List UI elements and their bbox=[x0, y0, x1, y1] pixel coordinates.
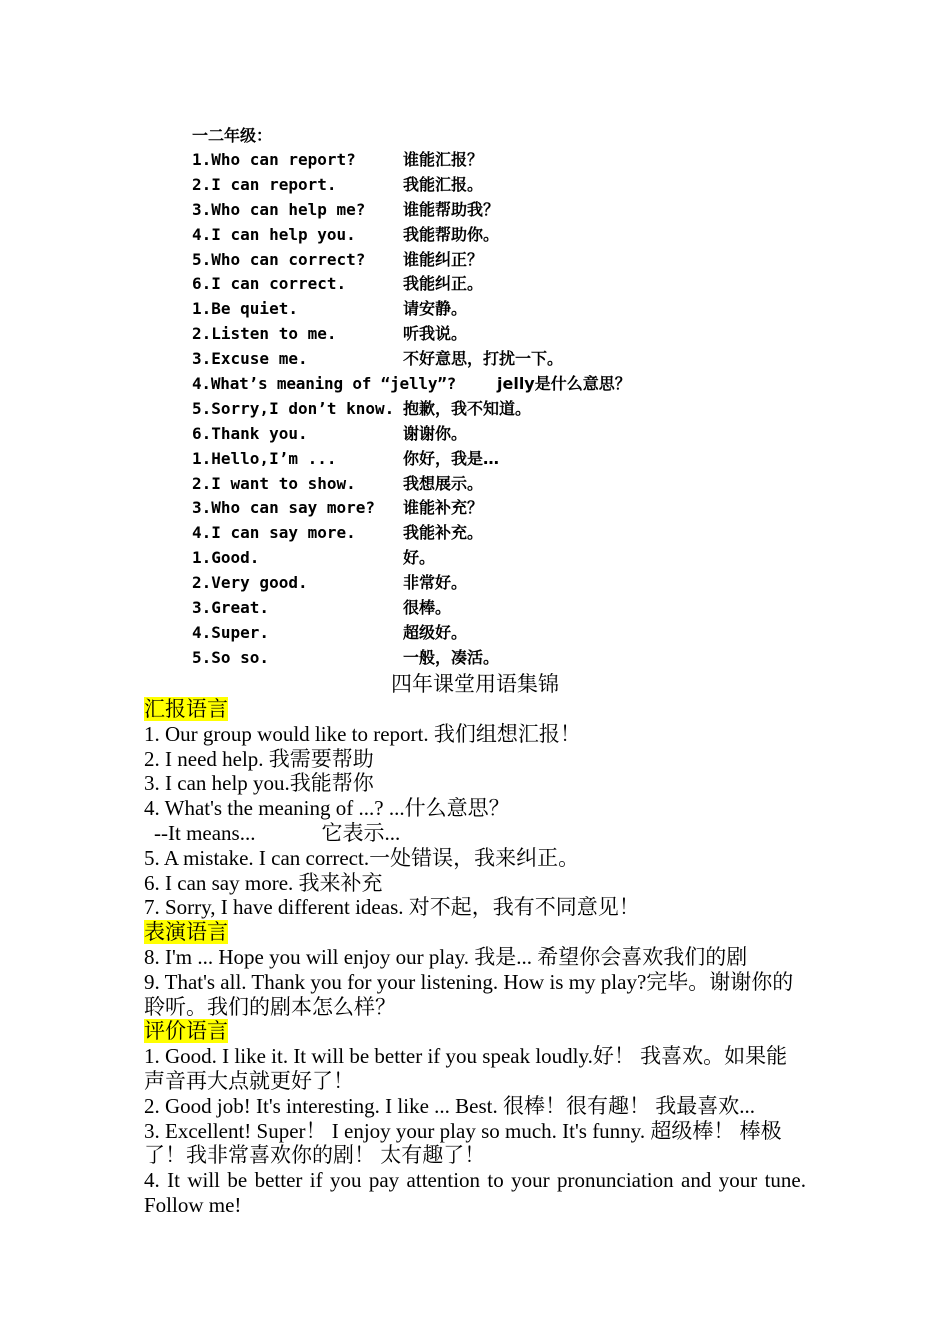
phrase-chinese: 我能纠正。 bbox=[403, 274, 484, 294]
phrase-chinese: 非常好。 bbox=[403, 573, 468, 593]
phrase-row bbox=[192, 272, 692, 297]
phrase-chinese: 谁能纠正？ bbox=[403, 249, 484, 269]
phrase-chinese: jelly是什么意思？ bbox=[497, 374, 631, 394]
phrase-row bbox=[192, 347, 692, 372]
phrase-row bbox=[192, 297, 692, 322]
grade12-heading: 一二年级： bbox=[192, 126, 273, 145]
phrase-chinese: 好。 bbox=[403, 548, 436, 568]
act-line: 8. I'm ... Hope you will enjoy our play. 我是... 希望你会喜欢我们的剧 bbox=[144, 944, 748, 969]
eval-line: 1. Good. I like it. It will be better if you speak loudly.好！ 我喜欢。如果能声音再大点就更好了！ bbox=[144, 1044, 788, 1093]
phrase-row bbox=[192, 496, 692, 521]
phrase-row bbox=[192, 198, 692, 223]
report-line: 3. I can help you.我能帮你 bbox=[144, 771, 374, 796]
phrase-row bbox=[192, 148, 692, 173]
phrase-chinese: 抱歉，我不知道。 bbox=[403, 398, 532, 418]
phrase-english: 3.Great. bbox=[192, 598, 270, 618]
report-line: 2. I need help. 我需要帮助 bbox=[144, 746, 374, 771]
it-means-en: --It means... bbox=[154, 820, 256, 845]
report-line: 7. Sorry, I have different ideas. 对不起，我有不同意见！ bbox=[144, 895, 640, 920]
phrase-row bbox=[192, 546, 692, 571]
phrase-english: 2.Very good. bbox=[192, 573, 308, 593]
phrase-english: 6.Thank you. bbox=[192, 423, 308, 443]
phrase-row bbox=[192, 223, 692, 248]
phrase-english: 2.I can report. bbox=[192, 174, 337, 194]
phrase-row bbox=[192, 596, 692, 621]
phrase-row bbox=[192, 248, 692, 273]
phrase-row bbox=[192, 322, 692, 347]
phrase-english: 4.I can say more. bbox=[192, 523, 356, 543]
section-heading-act: 表演语言 bbox=[144, 920, 228, 945]
report-line: 1. Our group would like to report. 我们组想汇报！ bbox=[144, 721, 581, 746]
phrase-row bbox=[192, 447, 692, 472]
phrase-row bbox=[192, 397, 692, 422]
eval-line: 3. Excellent! Super！ I enjoy your play so much. It's funny. 超级棒！ 棒极了！我非常喜欢你的剧！ 太有趣了！ bbox=[144, 1118, 782, 1168]
phrase-chinese: 谁能汇报？ bbox=[403, 150, 484, 169]
it-means-zh: 它表示... bbox=[321, 820, 401, 845]
phrase-row bbox=[192, 621, 692, 646]
phrase-row bbox=[192, 521, 692, 546]
phrase-chinese: 谁能补充？ bbox=[403, 498, 484, 518]
report-line-it-means bbox=[144, 821, 806, 846]
phrase-row bbox=[192, 173, 692, 198]
section-heading-eval: 评价语言 bbox=[144, 1019, 228, 1044]
phrase-row bbox=[192, 571, 692, 596]
phrase-chinese: 我想展示。 bbox=[403, 473, 484, 493]
grade4-title: 四年课堂用语集锦 bbox=[391, 672, 559, 696]
eval-line: 2. Good job! It's interesting. I like ... Best. 很棒！很有趣！ 我最喜欢... bbox=[144, 1093, 755, 1118]
phrase-english: 4.Super. bbox=[192, 622, 270, 642]
phrase-chinese: 一般，凑活。 bbox=[403, 647, 500, 667]
phrase-english: 4.What’s meaning of “jelly”? bbox=[192, 374, 457, 394]
phrase-row bbox=[192, 422, 692, 447]
phrase-chinese: 我能汇报。 bbox=[403, 174, 484, 194]
phrase-english: 4.I can help you. bbox=[192, 224, 356, 244]
act-line: 9. That's all. Thank you for your listening. How is my play?完毕。谢谢你的聆听。我们的剧本怎么样？ bbox=[144, 969, 794, 1019]
phrase-english: 1.Hello,I’m ... bbox=[192, 448, 337, 468]
phrase-chinese: 超级好。 bbox=[403, 622, 468, 642]
phrase-english: 6.I can correct. bbox=[192, 274, 347, 294]
eval-line: 4. It will be better if you pay attention to your pronunciation and your tune. Follow me! bbox=[144, 1168, 806, 1217]
phrase-chinese: 谢谢你。 bbox=[403, 423, 468, 443]
phrase-english: 1.Good. bbox=[192, 548, 260, 568]
phrase-chinese: 你好，我是… bbox=[403, 448, 500, 468]
phrase-chinese: 听我说。 bbox=[403, 324, 468, 344]
phrase-english: 1.Who can report? bbox=[192, 150, 356, 169]
grade4-phrase-list bbox=[144, 697, 806, 1218]
grade12-phrase-list bbox=[192, 123, 692, 671]
phrase-chinese: 我能补充。 bbox=[403, 523, 484, 543]
phrase-english: 5.Sorry,I don’t know. bbox=[192, 398, 395, 418]
phrase-english: 3.Who can say more? bbox=[192, 498, 376, 518]
phrase-english: 3.Excuse me. bbox=[192, 349, 308, 369]
phrase-chinese: 不好意思，打扰一下。 bbox=[403, 349, 564, 369]
report-line: 5. A mistake. I can correct.一处错误，我来纠正。 bbox=[144, 845, 580, 870]
phrase-row bbox=[192, 472, 692, 497]
phrase-chinese: 我能帮助你。 bbox=[403, 224, 500, 244]
phrase-english: 2.I want to show. bbox=[192, 473, 356, 493]
phrase-chinese: 请安静。 bbox=[403, 299, 468, 319]
phrase-row bbox=[192, 372, 692, 397]
phrase-chinese: 谁能帮助我？ bbox=[403, 199, 500, 219]
phrase-english: 5.Who can correct? bbox=[192, 249, 366, 269]
phrase-english: 2.Listen to me. bbox=[192, 324, 337, 344]
phrase-row bbox=[192, 646, 692, 671]
report-line: 6. I can say more. 我来补充 bbox=[144, 870, 383, 895]
phrase-english: 3.Who can help me? bbox=[192, 199, 366, 219]
phrase-english: 5.So so. bbox=[192, 647, 270, 667]
section-heading-report: 汇报语言 bbox=[144, 697, 228, 721]
phrase-english: 1.Be quiet. bbox=[192, 299, 298, 319]
phrase-chinese: 很棒。 bbox=[403, 598, 452, 618]
grade12-rows bbox=[192, 148, 692, 671]
report-line: 4. What's the meaning of ...? ...什么意思？ bbox=[144, 796, 510, 821]
